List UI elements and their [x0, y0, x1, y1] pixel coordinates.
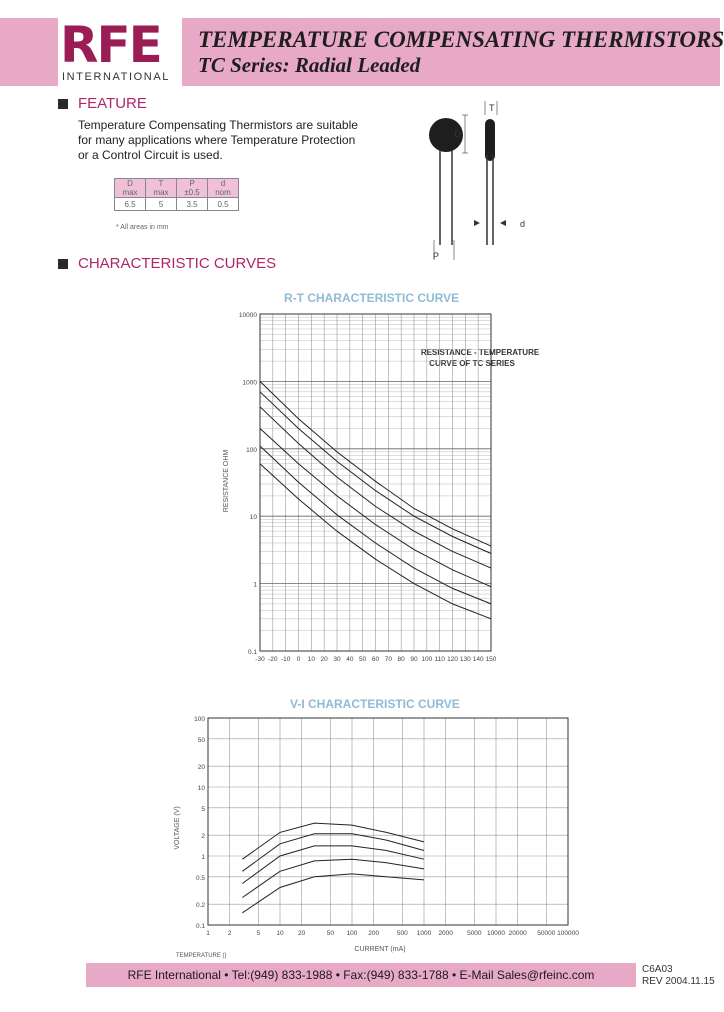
vi-y-tick: 0.5: [195, 874, 205, 882]
label-T: T: [489, 103, 495, 113]
rt-y-tick: 1000: [242, 379, 257, 387]
vi-x-tick: 50000: [537, 930, 556, 937]
feature-heading: FEATURE: [78, 95, 147, 112]
table-header-d: D max: [115, 179, 146, 198]
label-D: D: [454, 129, 461, 139]
rt-chart: [210, 305, 540, 675]
rt-x-tick: -10: [280, 656, 291, 663]
vi-x-tick: 2000: [438, 930, 453, 937]
feature-bullet: [58, 99, 68, 109]
vi-corner-label: TEMPERATURE (): [176, 953, 227, 959]
rt-x-tick: -30: [255, 656, 265, 663]
rt-inner-title-1: RESISTANCE - TEMPERATURE: [420, 348, 540, 357]
thermistor-body-side: [485, 119, 495, 161]
vi-xlabel: CURRENT (mA): [354, 946, 406, 953]
table-cell: 3.5: [177, 198, 208, 211]
rt-x-tick: 140: [472, 656, 484, 663]
table-header-t: T max: [146, 179, 177, 198]
table-cell: 5: [146, 198, 177, 211]
units-note: * All areas in mm: [116, 224, 169, 231]
logo: RFE: [60, 16, 161, 74]
rt-y-tick: 100: [246, 446, 257, 454]
rt-y-tick: 0.1: [247, 649, 257, 656]
rt-x-tick: -20: [268, 656, 278, 663]
rt-x-tick: 0: [296, 656, 301, 663]
vi-x-tick: 50: [326, 930, 334, 937]
rt-x-tick: 100: [421, 656, 433, 663]
footer-contact: RFE International • Tel:(949) 833-1988 • Fax:(949) 833-1788 • E-Mail Sales@rfeinc.com: [127, 968, 595, 982]
rt-y-tick: 1: [253, 581, 257, 589]
vi-x-tick: 10000: [486, 930, 506, 937]
rt-x-tick: 120: [447, 656, 458, 663]
rt-x-tick: 20: [320, 656, 328, 663]
rt-y-tick: 10000: [238, 312, 257, 319]
rt-chart-title: R-T CHARACTERISTIC CURVE: [284, 291, 460, 305]
vi-plot-frame: [208, 718, 568, 925]
table-cell: 0.5: [208, 198, 239, 211]
rt-x-tick: 50: [359, 656, 367, 663]
rt-x-tick: 110: [434, 656, 445, 663]
vi-x-tick: 1: [206, 930, 210, 937]
vi-ylabel: VOLTAGE (V): [174, 806, 181, 850]
vi-x-tick: 5000: [467, 930, 482, 937]
footer-doc-code: [642, 964, 715, 988]
vi-y-tick: 1: [201, 854, 205, 861]
rt-x-tick: 80: [397, 656, 405, 663]
rt-ylabel: RESISTANCE OHM: [223, 449, 230, 513]
table-header-p: P ±0.5: [177, 179, 208, 198]
rt-x-tick: 30: [333, 656, 341, 663]
doc-code: C6A03: [642, 964, 673, 975]
vi-x-tick: 100000: [557, 930, 579, 937]
rt-x-tick: 10: [307, 656, 315, 663]
thermistor-diagram: [410, 95, 540, 265]
vi-y-tick: 50: [197, 736, 205, 744]
table-header-dn: d nom: [208, 179, 239, 198]
rt-y-tick: 10: [249, 514, 257, 522]
rt-x-tick: 40: [346, 656, 354, 663]
vi-x-tick: 100: [346, 930, 358, 937]
rt-x-tick: 130: [459, 656, 471, 663]
vi-x-tick: 2: [227, 930, 232, 937]
vi-x-tick: 10: [276, 930, 284, 937]
vi-x-tick: 20000: [508, 930, 527, 937]
logo-subtitle: INTERNATIONAL: [62, 71, 170, 83]
feature-description: Temperature Compensating Thermistors are suitable for many applications where Temperature Protection or a Control Circuit is used.: [78, 118, 358, 162]
vi-chart-title: V-I CHARACTERISTIC CURVE: [290, 697, 460, 711]
page-title: TEMPERATURE COMPENSATING THERMISTORS: [198, 27, 724, 52]
page-subtitle: TC Series: Radial Leaded: [198, 53, 421, 77]
rt-inner-title-2: CURVE OF TC SERIES: [429, 359, 515, 368]
vi-y-tick: 0.1: [195, 923, 205, 930]
vi-y-tick: 2: [201, 833, 205, 841]
label-d: d: [520, 219, 526, 229]
vi-x-tick: 1000: [416, 930, 432, 937]
doc-rev: REV 2004.11.15: [642, 976, 715, 987]
vi-y-tick: 10: [197, 785, 205, 792]
curves-heading: CHARACTERISTIC CURVES: [78, 255, 277, 272]
vi-y-tick: 5: [201, 805, 205, 813]
vi-y-tick: 0.2: [195, 902, 205, 910]
vi-chart: [170, 710, 580, 960]
table-cell: 6.5: [115, 198, 146, 211]
vi-y-tick: 100: [194, 716, 205, 723]
label-P: P: [432, 251, 439, 261]
rt-x-tick: 150: [485, 656, 497, 663]
rt-x-tick: 70: [384, 656, 392, 663]
vi-series-line-1: [242, 823, 424, 859]
dimension-table: [114, 178, 239, 211]
vi-x-tick: 500: [396, 930, 408, 937]
vi-x-tick: 200: [368, 930, 380, 937]
rt-x-tick: 60: [371, 656, 380, 663]
vi-x-tick: 5: [256, 930, 261, 937]
vi-y-tick: 20: [197, 764, 205, 772]
vi-series-line-4: [242, 859, 424, 897]
vi-x-tick: 20: [298, 930, 306, 937]
vi-series-line-5: [242, 874, 424, 913]
curves-bullet: [58, 259, 68, 269]
rt-x-tick: 90: [410, 656, 418, 663]
